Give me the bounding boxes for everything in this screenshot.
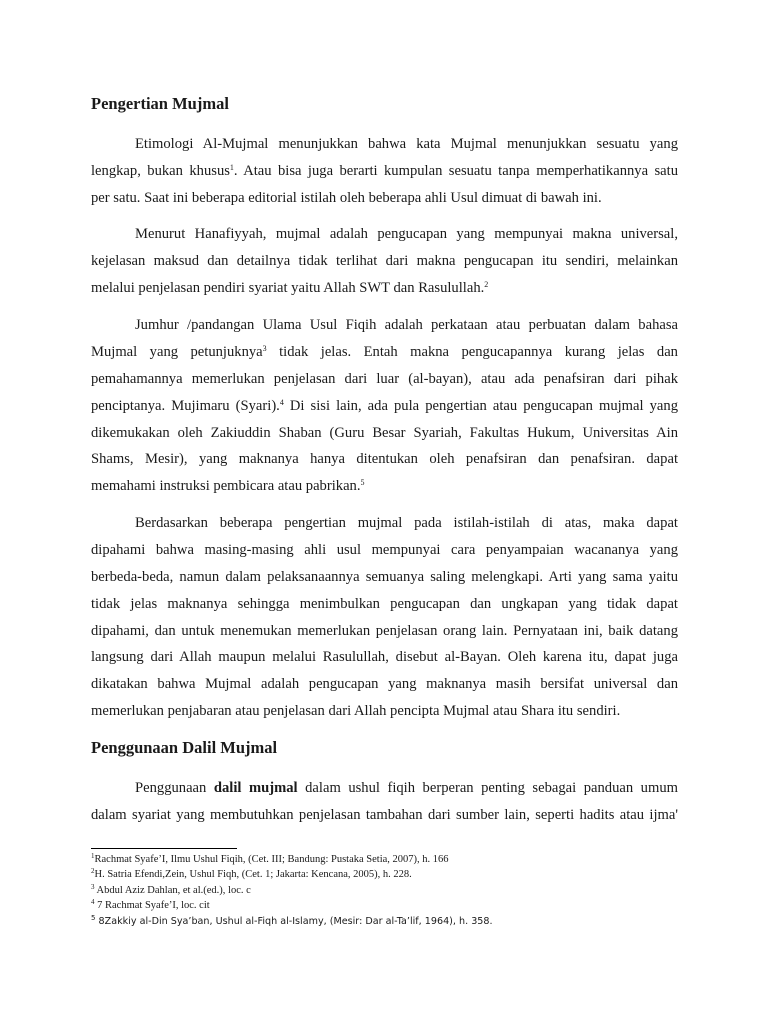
text-run: penciptanya. Mujimaru (Syari). xyxy=(91,397,280,414)
footnote-text: H. Satria Efendi,Zein, Ushul Fiqh, (Cet. 1; Jakarta: Kencana, 2005), h. 228. xyxy=(94,869,412,881)
footnote-mark: 5 xyxy=(91,913,96,922)
footnote-2 xyxy=(91,867,678,882)
text-line xyxy=(91,339,678,366)
text-line: langsung dari Allah maupun melalui Rasulullah, disebut al-Bayan. Oleh karena itu, dapat juga xyxy=(91,649,678,666)
footnote-mark: 2 xyxy=(91,867,95,876)
text-line xyxy=(91,158,678,185)
footnotes xyxy=(91,852,678,929)
text-run: Mujmal yang petunjuknya xyxy=(91,343,263,360)
footnote-mark: 4 xyxy=(91,898,95,907)
text-line: Etimologi Al-Mujmal menunjukkan bahwa kata Mujmal menunjukkan sesuatu yang xyxy=(135,136,678,152)
bold-term: dalil mujmal xyxy=(213,780,298,796)
text-run: Di sisi lain, ada pula pengertian atau pengucapan mujmal yang xyxy=(283,397,678,414)
text-run: memahami instruksi pembicara atau pabrikan. xyxy=(91,478,361,495)
text-line: pemahamannya memerlukan penjelasan dari luar (al-bayan), atau ada penafsiran dari pihak xyxy=(91,370,678,387)
footnote-ref: 5 xyxy=(360,478,365,488)
footnote-1 xyxy=(91,852,678,867)
footnote-4 xyxy=(91,898,678,913)
text-run: tidak jelas. Entah makna pengucapannya kurang jelas dan xyxy=(266,343,678,360)
text-line xyxy=(91,473,678,500)
text-line xyxy=(91,393,678,420)
text-line: dipahami, dan untuk menemukan memerlukan penjelasan orang lain. Pernyataan ini, baik datang xyxy=(91,622,678,639)
text-run: . Atau bisa juga berarti kumpulan sesuatu tanpa memperhatikannya satu xyxy=(233,162,678,179)
footnote-mark: 3 xyxy=(91,882,95,891)
paragraph-berdasarkan xyxy=(91,510,678,725)
paragraph-penggunaan xyxy=(91,775,678,829)
text-line: Shams, Mesir), yang maknanya hanya ditentukan oleh penafsiran dan penafsiran. dapat xyxy=(91,451,678,468)
text-line: dikatakan bahwa Mujmal adalah pengucapan yang maknanya masih bersifat universal dan xyxy=(91,676,678,693)
paragraph-jumhur xyxy=(91,312,678,500)
footnote-5 xyxy=(91,914,678,929)
text-run: lengkap, bukan khusus xyxy=(91,162,230,179)
text-line: berbeda-beda, namun dalam pelaksanaannya semuanya saling melengkapi. Arti yang sama yaitu xyxy=(91,568,678,585)
paragraph-hanafiyyah xyxy=(91,221,678,302)
text-line xyxy=(91,775,678,802)
text-line: per satu. Saat ini beberapa editorial istilah oleh beberapa ahli Usul dimuat di bawah ini. xyxy=(91,189,602,206)
footnote-mark: 1 xyxy=(91,852,95,860)
footnote-ref: 4 xyxy=(279,397,284,407)
footnote-text: 7 Rachmat Syafe’I, loc. cit xyxy=(94,900,210,912)
footnote-text: 8Zakkiy al-Din Sya’ban, Ushul al-Fiqh al-Islamy, (Mesir: Dar al-Ta’lif, 1964), h. 358. xyxy=(95,915,493,927)
text-line xyxy=(91,275,678,302)
footnote-separator xyxy=(91,848,237,849)
text-line: dipahami bahwa masing-masing ahli usul mempunyai cara penyampaian wacananya yang xyxy=(91,541,678,558)
text-run: melalui penjelasan pendiri syariat yaitu Allah SWT dan Rasulullah. xyxy=(91,279,485,296)
text-line: memerlukan penjabaran atau penjelasan dari Allah pencipta Mujmal atau Shara itu sendiri. xyxy=(91,703,621,720)
footnote-ref: 3 xyxy=(262,343,267,353)
text-line: dalam syariat yang membutuhkan penjelasan tambahan dari sumber lain, seperti hadits atau ijma' xyxy=(91,806,678,823)
heading-pengertian-mujmal: Pengertian Mujmal xyxy=(91,94,229,113)
paragraph-etimologi xyxy=(91,131,678,212)
footnote-text: Rachmat Syafe’I, Ilmu Ushul Fiqih, (Cet. III; Bandung: Pustaka Setia, 2007), h. 166 xyxy=(94,854,449,865)
text-line: kejelasan maksud dan detailnya tidak terlihat dari makna pengucapan itu sendiri, melainkan xyxy=(91,252,678,269)
text-run: Penggunaan xyxy=(135,780,214,796)
text-line: Jumhur /pandangan Ulama Usul Fiqih adalah perkataan atau perbuatan dalam bahasa xyxy=(135,317,678,333)
text-line: tidak jelas maknanya sehingga menimbulkan pengucapan dan ungkapan yang tidak dapat xyxy=(91,595,678,612)
footnote-3 xyxy=(91,883,678,898)
text-line: Menurut Hanafiyyah, mujmal adalah pengucapan yang mempunyai makna universal, xyxy=(135,226,678,242)
footnote-ref: 2 xyxy=(484,279,489,289)
footnote-text: Abdul Aziz Dahlan, et al.(ed.), loc. c xyxy=(94,884,251,896)
document-page xyxy=(91,0,678,1024)
text-line: Berdasarkan beberapa pengertian mujmal pada istilah-istilah di atas, maka dapat xyxy=(135,515,678,531)
text-run: dalam ushul fiqih berperan penting sebagai panduan umum xyxy=(297,780,678,796)
heading-penggunaan-dalil-mujmal: Penggunaan Dalil Mujmal xyxy=(91,738,278,757)
text-line: dikemukakan oleh Zakiuddin Shaban (Guru Besar Syariah, Fakultas Hukum, Universitas Ain xyxy=(91,424,678,441)
footnote-ref: 1 xyxy=(229,162,234,172)
